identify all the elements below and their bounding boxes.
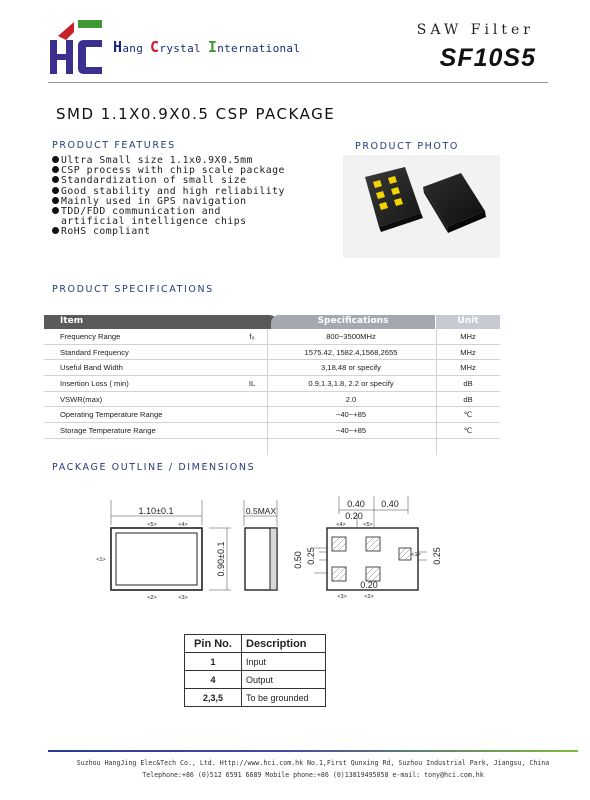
top-view [96,500,231,601]
table-row: Insertion Loss ( min) IL 0.9,1.3,1.8, 2.2 or specify dB [44,376,500,392]
feature-item: RoHS compliant [52,227,285,237]
dim-width-label: 1.10±0.1 [138,506,174,516]
dim-pitch-label: 0.40 [347,499,365,509]
features-heading: PRODUCT FEATURES [52,140,176,151]
company-word-1-initial: H [113,38,123,56]
feature-item: Good stability and high reliability [52,187,285,197]
dim-thickness-label: 0.5MAX [245,506,277,516]
table-row: VSWR(max) 2.0 dB [44,392,500,408]
dim-pad-label: 0.20 [345,511,363,521]
col-header-item: Item [44,315,269,329]
feature-item: TDD/FDD communication and [52,207,285,217]
bullet-icon [52,166,59,173]
company-word-2-rest: rystal [159,42,208,55]
footer-contact: Telephone:+86 (0)512 6591 6689 Mobile phone:+86 (0)13819495058 e-mail: tony@hci.com.hk [142,771,484,779]
footer-address: Suzhou HangJing Elec&Tech Co., Ltd. Http://www.hci.com.hk No.1,First Qunxing Rd, Suzhou Industrial Park, Jiangsu, China [76,759,550,767]
features-list [52,156,285,238]
table-row: 2,3,5 To be grounded [185,689,326,707]
pin-label: <5> [363,522,373,528]
dim-pad-label: 0.20 [360,580,378,590]
pin-label: <2> [364,594,374,600]
table-row: Storage Temperature Range −40~+85 ℃ [44,423,500,439]
company-word-2-initial: C [150,38,160,56]
bullet-icon [52,207,59,214]
feature-item-continuation: artificial intelligence chips [61,216,247,228]
pin-description-table [184,634,326,707]
pin-table-header [185,635,326,653]
pin-label: <5> [147,522,157,528]
product-photo [343,155,500,258]
specifications-table [44,315,500,439]
pin-label: <2> [147,595,157,601]
table-row: Useful Band Width 3,18,48 or specify MHz [44,360,500,376]
bullet-icon [52,197,59,204]
spec-header-row [44,315,500,329]
specifications-heading: PRODUCT SPECIFICATIONS [52,284,214,295]
col-header-unit: Unit [436,315,500,329]
pin-label: <3> [337,594,347,600]
pin-label: <3> [178,595,188,601]
table-row: Operating Temperature Range −40~+85 ℃ [44,407,500,423]
company-word-3-rest: nternational [217,42,301,55]
bullet-icon [52,187,59,194]
bottom-view [293,496,442,600]
col-header-specifications: Specifications [271,315,435,329]
footer [48,757,578,781]
bullet-icon [52,156,59,163]
dim-vpitch-label: 0.50 [293,551,303,569]
col-header-description: Description [242,635,326,653]
table-row: 4 Output [185,671,326,689]
feature-item: CSP process with chip scale package [52,166,285,176]
footer-divider [48,750,578,752]
feature-item: Standardization of small size [52,176,285,186]
table-row: Frequency Range f₀ 800~3500MHz MHz [44,329,500,345]
bullet-icon [52,176,59,183]
dim-vpad-label: 0.25 [306,547,316,565]
outline-heading: PACKAGE OUTLINE / DIMENSIONS [52,462,256,473]
col-header-pin: Pin No. [185,635,242,653]
product-category: SAW Filter [416,22,534,38]
dim-vpad-label: 0.25 [432,547,442,565]
photo-heading: PRODUCT PHOTO [355,141,459,152]
document-title: SMD 1.1X0.9X0.5 CSP PACKAGE [56,105,336,123]
pin-label: <4> [336,522,346,528]
dim-height-label: 0.90±0.1 [216,541,226,577]
pin-label: <1> [96,557,106,563]
side-view [244,500,277,590]
table-row: Standard Frequency 1575.42, 1582.4,1568,2655 MHz [44,345,500,361]
dim-pitch-label: 0.40 [381,499,399,509]
company-name [113,38,300,56]
company-word-3-initial: I [207,38,218,56]
bullet-icon [52,227,59,234]
package-outline-drawing [44,480,544,610]
feature-item: Ultra Small size 1.1x0.9X0.5mm [52,156,285,166]
company-word-1-rest: ang [122,42,151,55]
table-row: 1 Input [185,653,326,671]
pin-label: <4> [178,522,188,528]
company-logo [48,18,106,78]
feature-item: Mainly used in GPS navigation [52,197,285,207]
header-divider [48,82,548,83]
part-number: SF10S5 [439,44,536,72]
pin-label: <1> [411,552,421,558]
